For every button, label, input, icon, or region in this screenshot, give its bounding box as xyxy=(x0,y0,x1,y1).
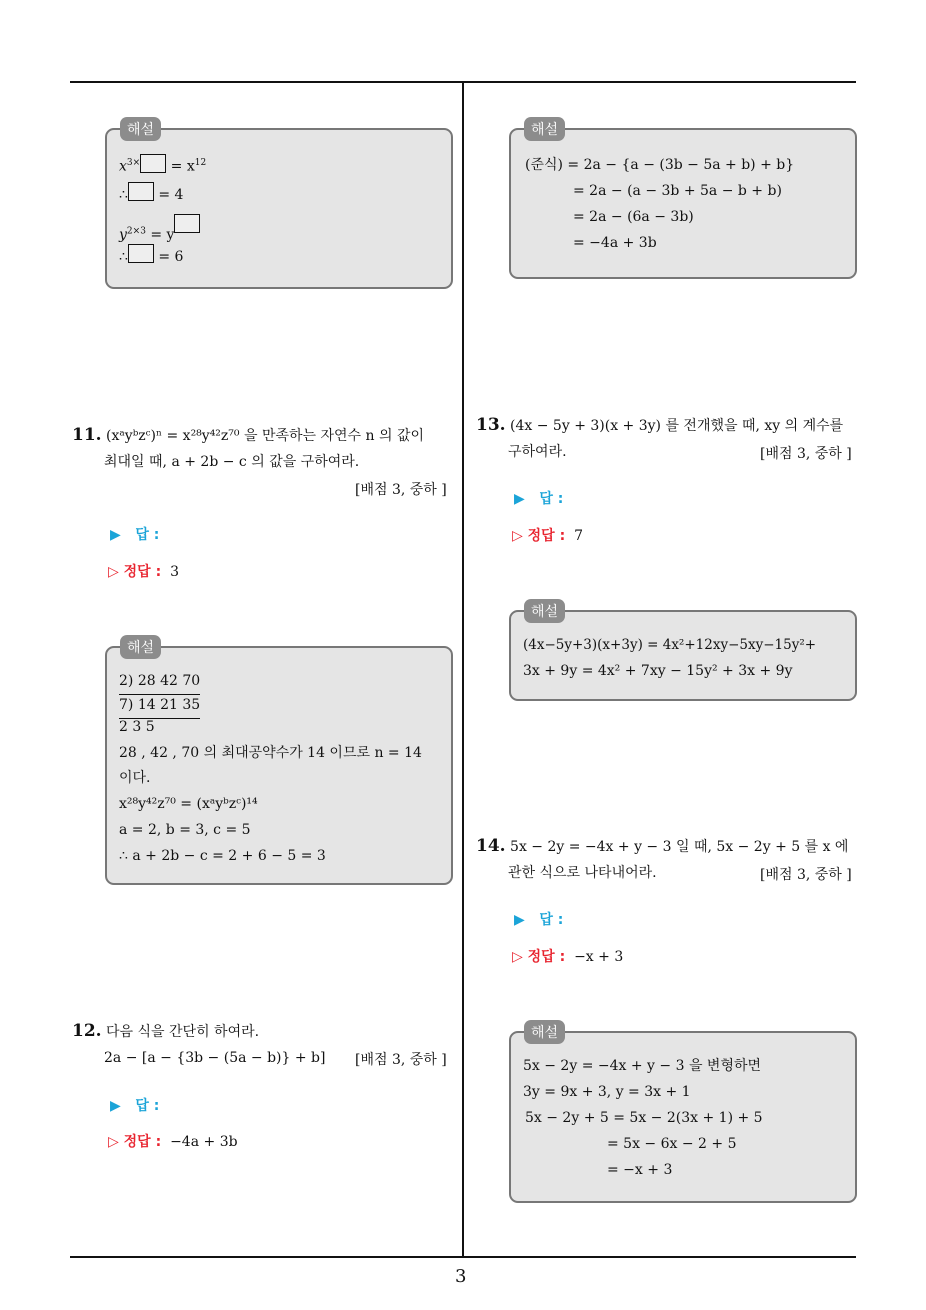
sol13-line-2: 3x + 9y = 4x² + 7xy − 15y² + 3x + 9y xyxy=(523,663,793,679)
solution-tag: 해설 xyxy=(120,117,161,141)
question-text-line2: 구하여라. xyxy=(508,444,567,460)
sol10-line-4: ∴ = 6 xyxy=(119,244,183,270)
question-text-line1: (4x − 5y + 3)(x + 3y) 를 전개했을 때, xy 의 계수를 xyxy=(510,418,844,434)
correct-answer: ▷ 정답 : 3 xyxy=(108,564,179,580)
sol12-line-1: (준식) = 2a − {a − (3b − 5a + b) + b} xyxy=(525,157,795,173)
solution-tag: 해설 xyxy=(524,1020,565,1044)
sol14-line-1: 5x − 2y = −4x + y − 3 을 변형하면 xyxy=(523,1058,762,1074)
sol11-line-4: 28 , 42 , 70 의 최대공약수가 14 이므로 n = 14 xyxy=(119,745,422,761)
blank-box xyxy=(128,182,154,201)
page-number: 3 xyxy=(455,1266,467,1287)
sol11-line-2: 7) 14 21 35 xyxy=(119,692,200,719)
correct-answer: ▷ 정답 : 7 xyxy=(512,528,583,544)
question-text-line2: 2a − [a − {3b − (5a − b)} + b] xyxy=(104,1050,326,1066)
sol10-line-2: ∴ = 4 xyxy=(119,182,183,208)
solution-box-q13 xyxy=(509,604,857,701)
solution-tag: 해설 xyxy=(524,117,565,141)
question-text-line1: (xᵃyᵇzᶜ)ⁿ = x²⁸y⁴²z⁷⁰ 을 만족하는 자연수 n 의 값이 xyxy=(106,428,425,444)
sol14-line-4: = 5x − 6x − 2 + 5 xyxy=(607,1136,737,1152)
column-divider xyxy=(462,82,464,1257)
correct-answer: ▷ 정답 : −x + 3 xyxy=(512,949,624,965)
score-meta: [배점 3, 중하 ] xyxy=(355,482,447,498)
sol14-line-3: 5x − 2y + 5 = 5x − 2(3x + 1) + 5 xyxy=(525,1110,763,1126)
sol11-line-6: x²⁸y⁴²z⁷⁰ = (xᵃyᵇzᶜ)¹⁴ xyxy=(119,796,258,812)
answer-input-line[interactable]: ▶ 답 : xyxy=(514,491,564,507)
solution-box-q12 xyxy=(509,122,857,279)
blank-box xyxy=(140,154,166,173)
question-text-line1: 5x − 2y = −4x + y − 3 일 때, 5x − 2y + 5 를 x 에 xyxy=(510,839,849,855)
sol11-line-3: 2 3 5 xyxy=(119,719,155,735)
score-meta: [배점 3, 중하 ] xyxy=(760,446,852,462)
blank-box xyxy=(128,244,154,263)
sol10-line-1: $x^{3\times} = x^{12}$ xyxy=(119,150,206,180)
solution-box-q11 xyxy=(105,640,453,885)
sol10-line-3: $y^{2\times 3} = y$ xyxy=(119,214,200,248)
solution-box-q14 xyxy=(509,1025,857,1203)
sol14-line-5: = −x + 3 xyxy=(607,1162,673,1178)
sol11-line-8: ∴ a + 2b − c = 2 + 6 − 5 = 3 xyxy=(119,848,326,864)
sol12-line-2: = 2a − (a − 3b + 5a − b + b) xyxy=(573,183,782,199)
question-text-line2: 관한 식으로 나타내어라. xyxy=(508,865,657,881)
answer-input-line[interactable]: ▶ 답 : xyxy=(110,1098,160,1114)
sol11-line-7: a = 2, b = 3, c = 5 xyxy=(119,822,251,838)
sol12-line-3: = 2a − (6a − 3b) xyxy=(573,209,694,225)
solution-tag: 해설 xyxy=(524,599,565,623)
question-text-line2: 최대일 때, a + 2b − c 의 값을 구하여라. xyxy=(104,454,360,470)
score-meta: [배점 3, 중하 ] xyxy=(760,867,852,883)
score-meta: [배점 3, 중하 ] xyxy=(355,1052,447,1068)
solution-box-q10 xyxy=(105,122,453,289)
sol14-line-2: 3y = 9x + 3, y = 3x + 1 xyxy=(523,1084,691,1100)
question-number: 11. xyxy=(72,425,102,445)
answer-input-line[interactable]: ▶ 답 : xyxy=(110,527,160,543)
answer-input-line[interactable]: ▶ 답 : xyxy=(514,912,564,928)
sol11-line-1: 2) 28 42 70 xyxy=(119,668,200,695)
question-11 xyxy=(72,422,456,475)
solution-tag: 해설 xyxy=(120,635,161,659)
question-number: 13. xyxy=(476,415,506,435)
question-number: 14. xyxy=(476,836,506,856)
question-number: 12. xyxy=(72,1021,102,1041)
blank-box xyxy=(174,214,200,233)
sol11-line-5: 이다. xyxy=(119,770,151,786)
question-text-line1: 다음 식을 간단히 하여라. xyxy=(106,1024,260,1040)
correct-answer: ▷ 정답 : −4a + 3b xyxy=(108,1134,238,1150)
sol12-line-4: = −4a + 3b xyxy=(573,235,657,251)
sol13-line-1: (4x−5y+3)(x+3y) = 4x²+12xy−5xy−15y²+ xyxy=(523,637,817,653)
